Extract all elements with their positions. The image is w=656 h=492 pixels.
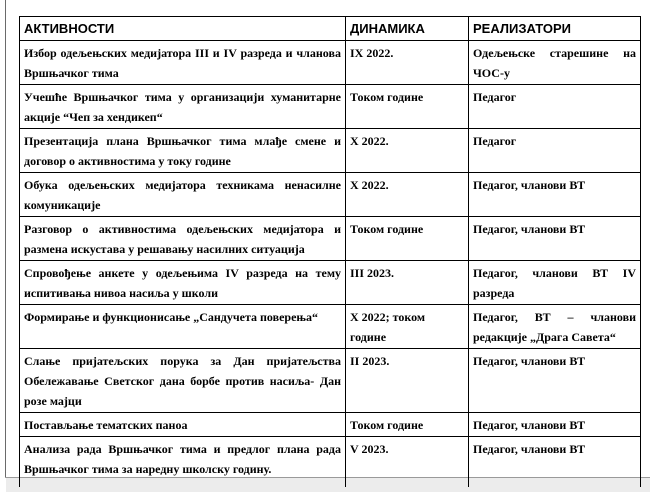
dynamics-cell: V 2023. (346, 437, 469, 488)
dynamics-cell: Током године (346, 413, 469, 437)
activity-cell: Формирање и функционисање „Сандучета поверења“ (20, 305, 346, 349)
table-row (20, 413, 641, 437)
header-dynamics: ДИНАМИКА (346, 17, 469, 41)
dynamics-cell: III 2023. (346, 261, 469, 305)
implementers-cell: Педагог, ВТ – чланови редакције „Драга Савета“ (469, 305, 641, 349)
dynamics-cell: X 2022; током године (346, 305, 469, 349)
header-implementers: РЕАЛИЗАТОРИ (469, 17, 641, 41)
implementers-cell: Педагог (469, 129, 641, 173)
implementers-cell: Педагог (469, 85, 641, 129)
header-activities: АКТИВНОСТИ (20, 17, 346, 41)
table-row (20, 85, 641, 129)
activity-cell: Обука одељењских медијатора техникама ненасилне комуникације (20, 173, 346, 217)
table-row (20, 41, 641, 85)
activity-cell: Презентација плана Вршњачког тима млађе смене и договор о активностима у току године (20, 129, 346, 173)
table-row (20, 217, 641, 261)
dynamics-cell: X 2022. (346, 173, 469, 217)
dynamics-cell: X 2022. (346, 129, 469, 173)
dynamics-cell: Током године (346, 85, 469, 129)
table-row (20, 261, 641, 305)
implementers-cell: Педагог, чланови ВТ IV разреда (469, 261, 641, 305)
table-row (20, 437, 641, 488)
activity-cell: Разговор о активностима одељењских медијатора и размена искустава у решавању насилних ситуација (20, 217, 346, 261)
implementers-cell: Педагог, чланови ВТ (469, 413, 641, 437)
implementers-cell: Педагог, чланови ВТ (469, 349, 641, 413)
table-row (20, 129, 641, 173)
activities-table (19, 16, 641, 487)
implementers-cell: Педагог, чланови ВТ (469, 437, 641, 488)
activity-cell: Учешће Вршњачког тима у организацији хуманитарне акције “Чеп за хендикеп“ (20, 85, 346, 129)
activity-cell: Избор одељењских медијатора III и IV разреда и чланова Вршњачког тима (20, 41, 346, 85)
table-row (20, 305, 641, 349)
activity-cell: Постављање тематских паноа (20, 413, 346, 437)
implementers-cell: Педагог, чланови ВТ (469, 173, 641, 217)
implementers-cell: Педагог, чланови ВТ (469, 217, 641, 261)
dynamics-cell: Током године (346, 217, 469, 261)
table-row (20, 349, 641, 413)
page-frame-left-border (5, 0, 6, 478)
activity-cell: Спровођење анкете у одељењима IV разреда на тему испитивања нивоа насиља у школи (20, 261, 346, 305)
implementers-cell: Одељењске старешине на ЧОС-у (469, 41, 641, 85)
table-header-row (20, 17, 641, 41)
dynamics-cell: IX 2022. (346, 41, 469, 85)
table-row (20, 173, 641, 217)
activity-cell: Анализа рада Вршњачког тима и предлог плана рада Вршњачког тима за наредну школску годину. (20, 437, 346, 488)
activity-cell: Слање пријатељских порука за Дан пријатељства Обележавање Светског дана борбе против насиља- Дан розе мајци (20, 349, 346, 413)
dynamics-cell: II 2023. (346, 349, 469, 413)
